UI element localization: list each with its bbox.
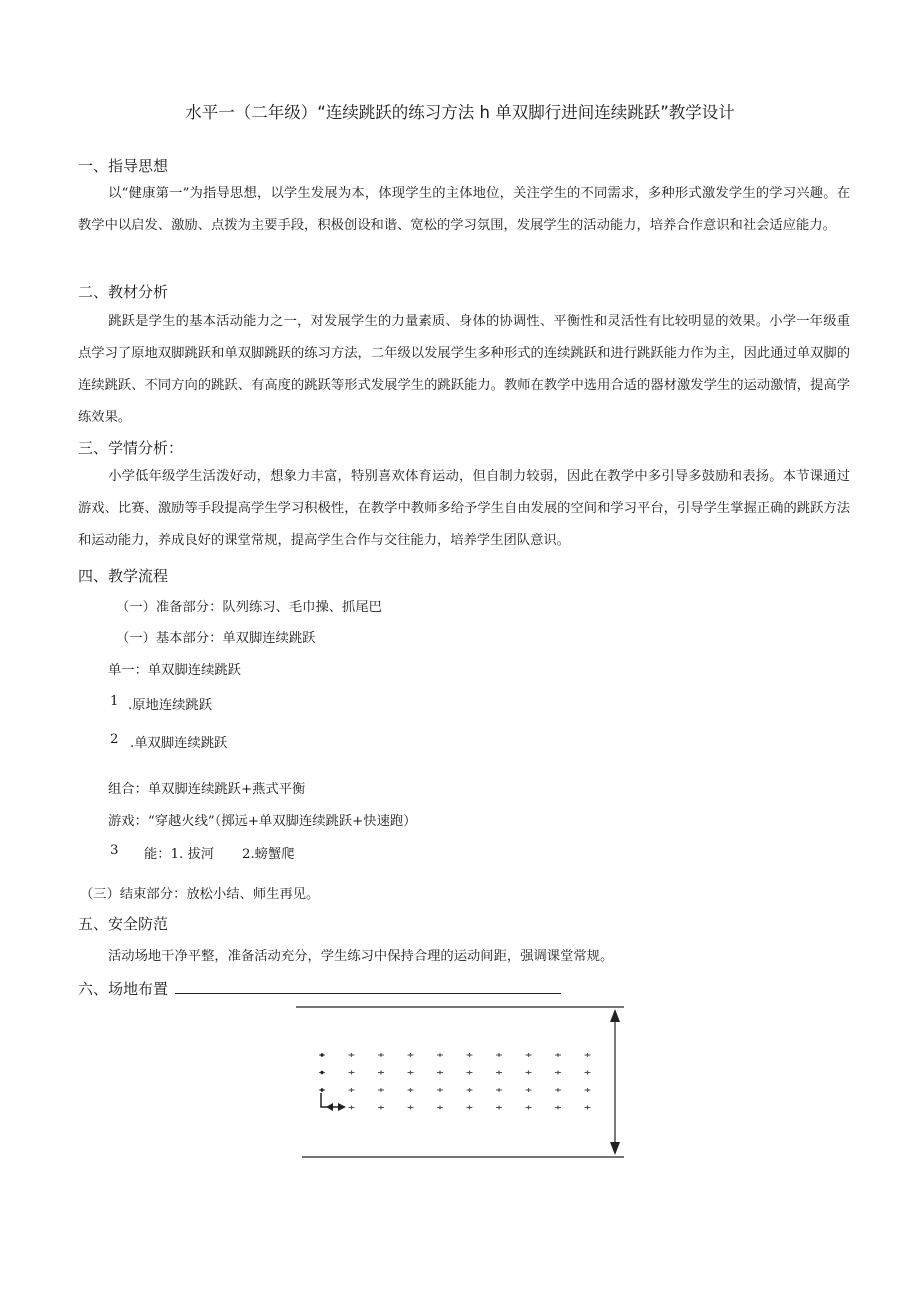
student-dot — [349, 1106, 355, 1110]
student-dot — [467, 1071, 473, 1075]
process-basic: （一）基本部分：单双脚连续跳跃 — [116, 631, 316, 646]
section-text-safety: 活动场地干净平整，准备活动充分，学生练习中保持合理的运动间距，强调课堂常规。 — [108, 949, 614, 964]
student-dot — [467, 1053, 473, 1057]
paragraph-text: 小学低年级学生活泼好动，想象力丰富，特别喜欢体育运动，但自制力较弱，因此在教学中多引导多鼓励和表扬。本节课通过游戏、比赛、激励等手段提高学生学习积极性，在教学中教师多给予学生自由发展的空间和学习平台，引导学生掌握正确的跳跃方法和运动能力，养成良好的课堂常规，提高学生合作与交往能力，培养学生团队意识。 — [78, 469, 850, 548]
process-item-2-number: 2 — [110, 732, 119, 747]
process-ability-second: 2.螃蟹爬 — [242, 847, 295, 862]
process-ability-first: 能：1. 拔河 — [144, 847, 215, 862]
process-ability-number: 3 — [110, 843, 119, 858]
student-dot — [496, 1088, 502, 1092]
student-dot — [319, 1053, 325, 1057]
student-dot — [349, 1071, 355, 1075]
student-dot — [408, 1071, 414, 1075]
student-dot — [496, 1071, 502, 1075]
section-heading-student-analysis: 三、学情分析： — [78, 439, 184, 457]
section-heading-guiding-ideology: 一、指导思想 — [78, 157, 169, 175]
page-title: 水平一（二年级）“连续跳跃的练习方法 h 单双脚行进间连续跳跃”教学设计 — [185, 103, 735, 122]
student-position-grid — [319, 1053, 591, 1110]
student-dot — [555, 1071, 561, 1075]
student-dot — [585, 1088, 591, 1092]
student-dot — [378, 1071, 384, 1075]
movement-arrow-icon — [321, 1093, 346, 1111]
student-dot — [555, 1088, 561, 1092]
student-dot — [349, 1088, 355, 1092]
student-dot — [319, 1088, 325, 1092]
student-dot — [555, 1106, 561, 1110]
student-dot — [467, 1106, 473, 1110]
student-dot — [496, 1106, 502, 1110]
student-dot — [526, 1053, 532, 1057]
section-heading-teaching-process: 四、教学流程 — [78, 567, 169, 585]
process-item-2: .单双脚连续跳跃 — [130, 736, 228, 751]
student-dot — [349, 1053, 355, 1057]
process-prep: （一）准备部分：队列练习、毛巾操、抓尾巴 — [116, 600, 382, 615]
student-dot — [378, 1106, 384, 1110]
process-unit: 单一：单双脚连续跳跃 — [108, 663, 241, 678]
student-dot — [467, 1088, 473, 1092]
student-dot — [526, 1106, 532, 1110]
student-dot — [378, 1088, 384, 1092]
field-width-arrow — [610, 1009, 620, 1155]
student-dot — [437, 1053, 443, 1057]
student-dot — [319, 1071, 325, 1075]
student-dot — [408, 1106, 414, 1110]
student-dot — [437, 1106, 443, 1110]
student-dot — [378, 1053, 384, 1057]
process-item-1-number: 1 — [110, 694, 119, 709]
student-dot — [555, 1053, 561, 1057]
student-dot — [437, 1071, 443, 1075]
process-end: （三）结束部分：放松小结、师生再见。 — [80, 887, 320, 902]
student-dot — [437, 1088, 443, 1092]
section-heading-venue-layout: 六、场地布置 — [78, 980, 169, 998]
paragraph-text: 以“健康第一”为指导思想，以学生发展为本，体现学生的主体地位，关注学生的不同需求，多种形式激发学生的学习兴趣。在教学中以启发、激励、点拨为主要手段，积极创设和谐、宽松的学习氛围，发展学生的活动能力，培养合作意识和社会适应能力。 — [78, 186, 850, 233]
section-heading-safety: 五、安全防范 — [78, 915, 169, 933]
process-game: 游戏：“穿越火线”（掷远+单双脚连续跳跃+快速跑） — [108, 814, 417, 829]
paragraph-text: 跳跃是学生的基本活动能力之一，对发展学生的力量素质、身体的协调性、平衡性和灵活性有比较明显的效果。小学一年级重点学习了原地双脚跳跃和单双脚跳跃的练习方法，二年级以发展学生多种形式的连续跳跃和进行跳跃能力作为主，因此通过单双脚的连续跳跃、不同方向的跳跃、有高度的跳跃等形式发展学生的跳跃能力。教师在教学中选用合适的器材激发学生的运动激情，提高学练效果。 — [78, 314, 850, 425]
student-dot — [585, 1071, 591, 1075]
student-dot — [408, 1053, 414, 1057]
student-dot — [585, 1106, 591, 1110]
section-heading-material-analysis: 二、教材分析 — [78, 283, 169, 301]
student-dot — [585, 1053, 591, 1057]
process-combo: 组合：单双脚连续跳跃+燕式平衡 — [108, 782, 306, 797]
student-dot — [526, 1071, 532, 1075]
student-dot — [496, 1053, 502, 1057]
student-dot — [526, 1088, 532, 1092]
process-item-1: .原地连续跳跃 — [128, 698, 213, 713]
student-dot — [408, 1088, 414, 1092]
